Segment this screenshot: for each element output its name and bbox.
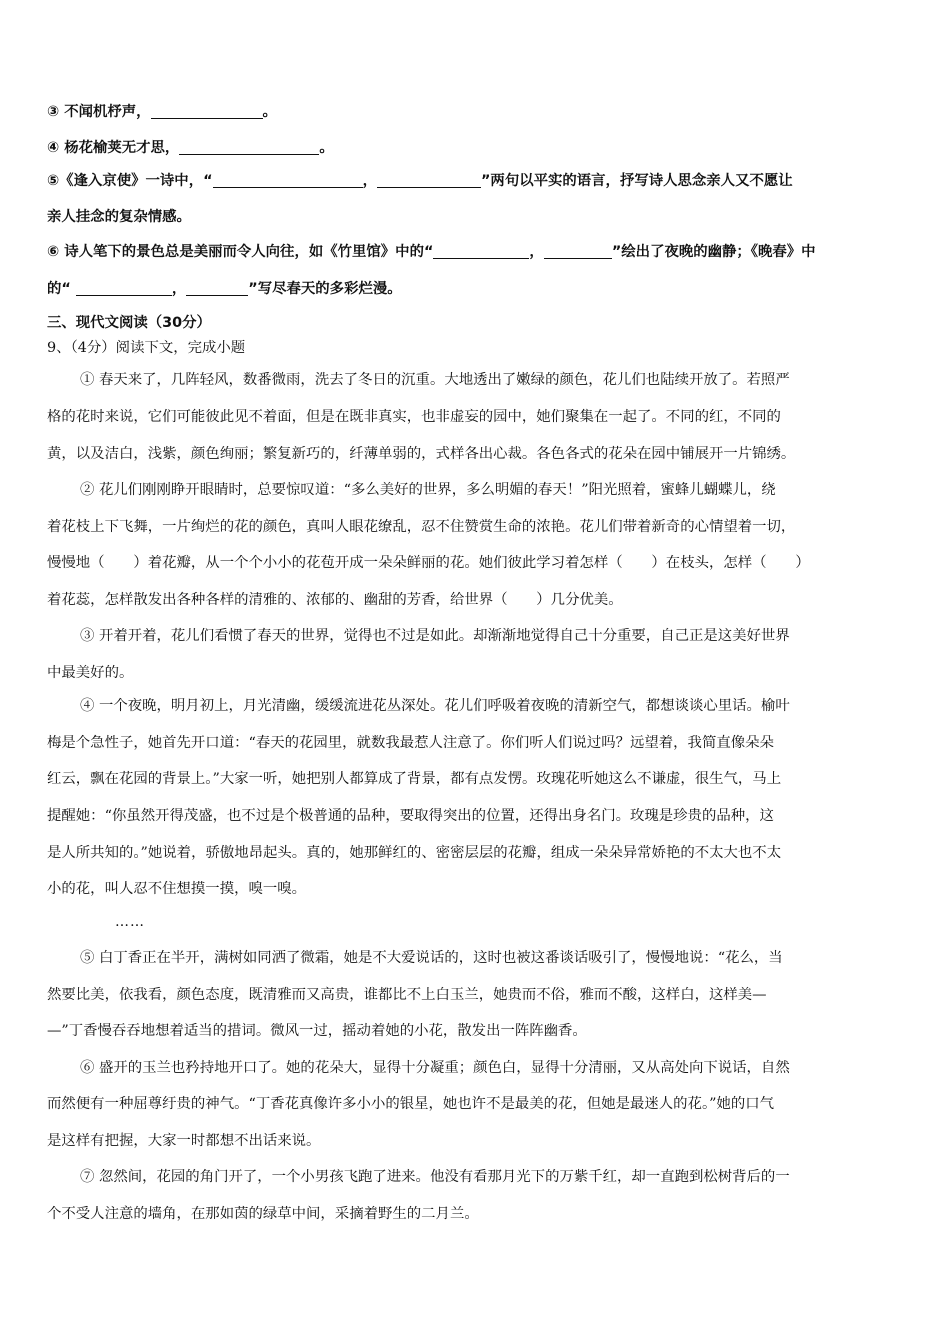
answer-blank[interactable] <box>544 244 612 259</box>
passage-line: —”丁香慢吞吞地想着适当的措词。微风一过，摇动着她的小花，散发出一阵阵幽香。 <box>47 1023 587 1039</box>
passage-line: 是这样有把握，大家一时都想不出话来说。 <box>47 1133 321 1149</box>
passage-line: ③ 开着开着，花儿们看惯了春天的世界，觉得也不过是如此。却渐渐地觉得自己十分重要，自己正是这美好世界 <box>80 628 790 644</box>
passage-line: ① 春天来了，几阵轻风，数番微雨，洗去了冬日的沉重。大地透出了嫩绿的颜色，花儿们也陆续开放了。若照严 <box>80 372 790 388</box>
passage-line: 是人所共知的。”她说着，骄傲地昂起头。真的，她那鲜红的、密密层层的花瓣，组成一朵朵异常娇艳的不太大也不太 <box>47 845 782 861</box>
passage-line: 中最美好的。 <box>47 665 134 681</box>
passage-ellipsis: …… <box>115 914 145 930</box>
passage-line: 着花蕊，怎样散发出各种各样的清雅的、浓郁的、幽甜的芳香，给世界（ ）几分优美。 <box>47 592 623 608</box>
passage-line: 着花枝上下飞舞，一片绚烂的花的颜色，真叫人眼花缭乱，忍不住赞赏生命的浓艳。花儿们带着新奇的心情望着一切， <box>47 519 796 535</box>
answer-blank[interactable] <box>151 104 263 119</box>
passage-line: 小的花，叫人忍不住想摸一摸，嗅一嗅。 <box>47 881 307 897</box>
answer-blank[interactable] <box>76 281 172 296</box>
passage-line: ⑦ 忽然间，花园的角门开了，一个小男孩飞跑了进来。他没有看那月光下的万紫千红，却一直跑到松树背后的一 <box>80 1169 790 1185</box>
passage-line: ② 花儿们刚刚睁开眼睛时，总要惊叹道：“多么美好的世界，多么明媚的春天！”阳光照着，蜜蜂儿蝴蝶儿，绕 <box>80 482 776 498</box>
passage-line: 梅是个急性子，她首先开口道：“春天的花园里，就数我最惹人注意了。你们听人们说过吗？远望着，我简直像朵朵 <box>47 735 774 751</box>
passage-line: 格的花时来说，它们可能彼此见不着面，但是在既非真实，也非虚妄的园中，她们聚集在一起了。不同的红，不同的 <box>47 409 781 425</box>
passage-line: 红云，飘在花园的背景上。”大家一听，她把别人都算成了背景，都有点发愣。玫瑰花听她这么不谦虚，很生气，马上 <box>47 771 782 787</box>
fill-in-q3: ③ 不闻机杼声， 。 <box>47 104 277 120</box>
fill-in-q6-line2: 的“ ， ”写尽春天的多彩烂漫。 <box>47 281 402 297</box>
answer-blank[interactable] <box>179 140 319 155</box>
passage-line: ⑥ 盛开的玉兰也矜持地开口了。她的花朵大，显得十分凝重；颜色白，显得十分清丽，又从高处向下说话，自然 <box>80 1060 790 1076</box>
section-title: 三、现代文阅读（30分） <box>47 315 211 331</box>
passage-line: 黄，以及洁白，浅紫，颜色绚丽；繁复新巧的，纤薄单弱的，式样各出心裁。各色各式的花朵在园中铺展开一片锦绣。 <box>47 446 796 462</box>
passage-line: 而然便有一种屈尊纡贵的神气。“丁香花真像许多小小的银星，她也许不是最美的花，但她是最迷人的花。”她的口气 <box>47 1096 775 1112</box>
passage-line: ④ 一个夜晚，明月初上，月光清幽，缓缓流进花丛深处。花儿们呼吸着夜晚的清新空气，都想谈谈心里话。榆叶 <box>80 698 790 714</box>
fill-in-q5: ⑤《逢入京使》一诗中，“ ， ”两句以平实的语言，抒写诗人思念亲人又不愿让 <box>47 173 793 189</box>
question-label: 9、（4分）阅读下文，完成小题 <box>47 340 246 356</box>
fill-in-q5-line2: 亲人挂念的复杂情感。 <box>47 209 191 225</box>
passage-line: 然要比美，依我看，颜色态度，既清雅而又高贵，谁都比不上白玉兰，她贵而不俗，雅而不酸，这样白，这样美— <box>47 987 767 1003</box>
passage-line: ⑤ 白丁香正在半开，满树如同洒了微霜，她是不大爱说话的，这时也被这番谈话吸引了，慢慢地说：“花么，当 <box>80 950 783 966</box>
answer-blank[interactable] <box>186 281 248 296</box>
fill-in-q4: ④ 杨花榆荚无才思， 。 <box>47 140 334 156</box>
passage-line: 慢慢地（ ）着花瓣，从一个个小小的花苞开成一朵朵鲜丽的花。她们彼此学习着怎样（ ）在枝头，怎样（ ） <box>47 555 810 571</box>
passage-line: 提醒她：“你虽然开得茂盛，也不过是个极普通的品种，要取得突出的位置，还得出身名门。玫瑰是珍贵的品种，这 <box>47 808 774 824</box>
fill-in-q6: ⑥ 诗人笔下的景色总是美丽而令人向往，如《竹里馆》中的“ ， ”绘出了夜晚的幽静；《晚春》中 <box>47 244 816 260</box>
answer-blank[interactable] <box>433 244 529 259</box>
answer-blank[interactable] <box>377 173 481 188</box>
passage-line: 个不受人注意的墙角，在那如茵的绿草中间，采摘着野生的二月兰。 <box>47 1206 479 1222</box>
answer-blank[interactable] <box>213 173 363 188</box>
